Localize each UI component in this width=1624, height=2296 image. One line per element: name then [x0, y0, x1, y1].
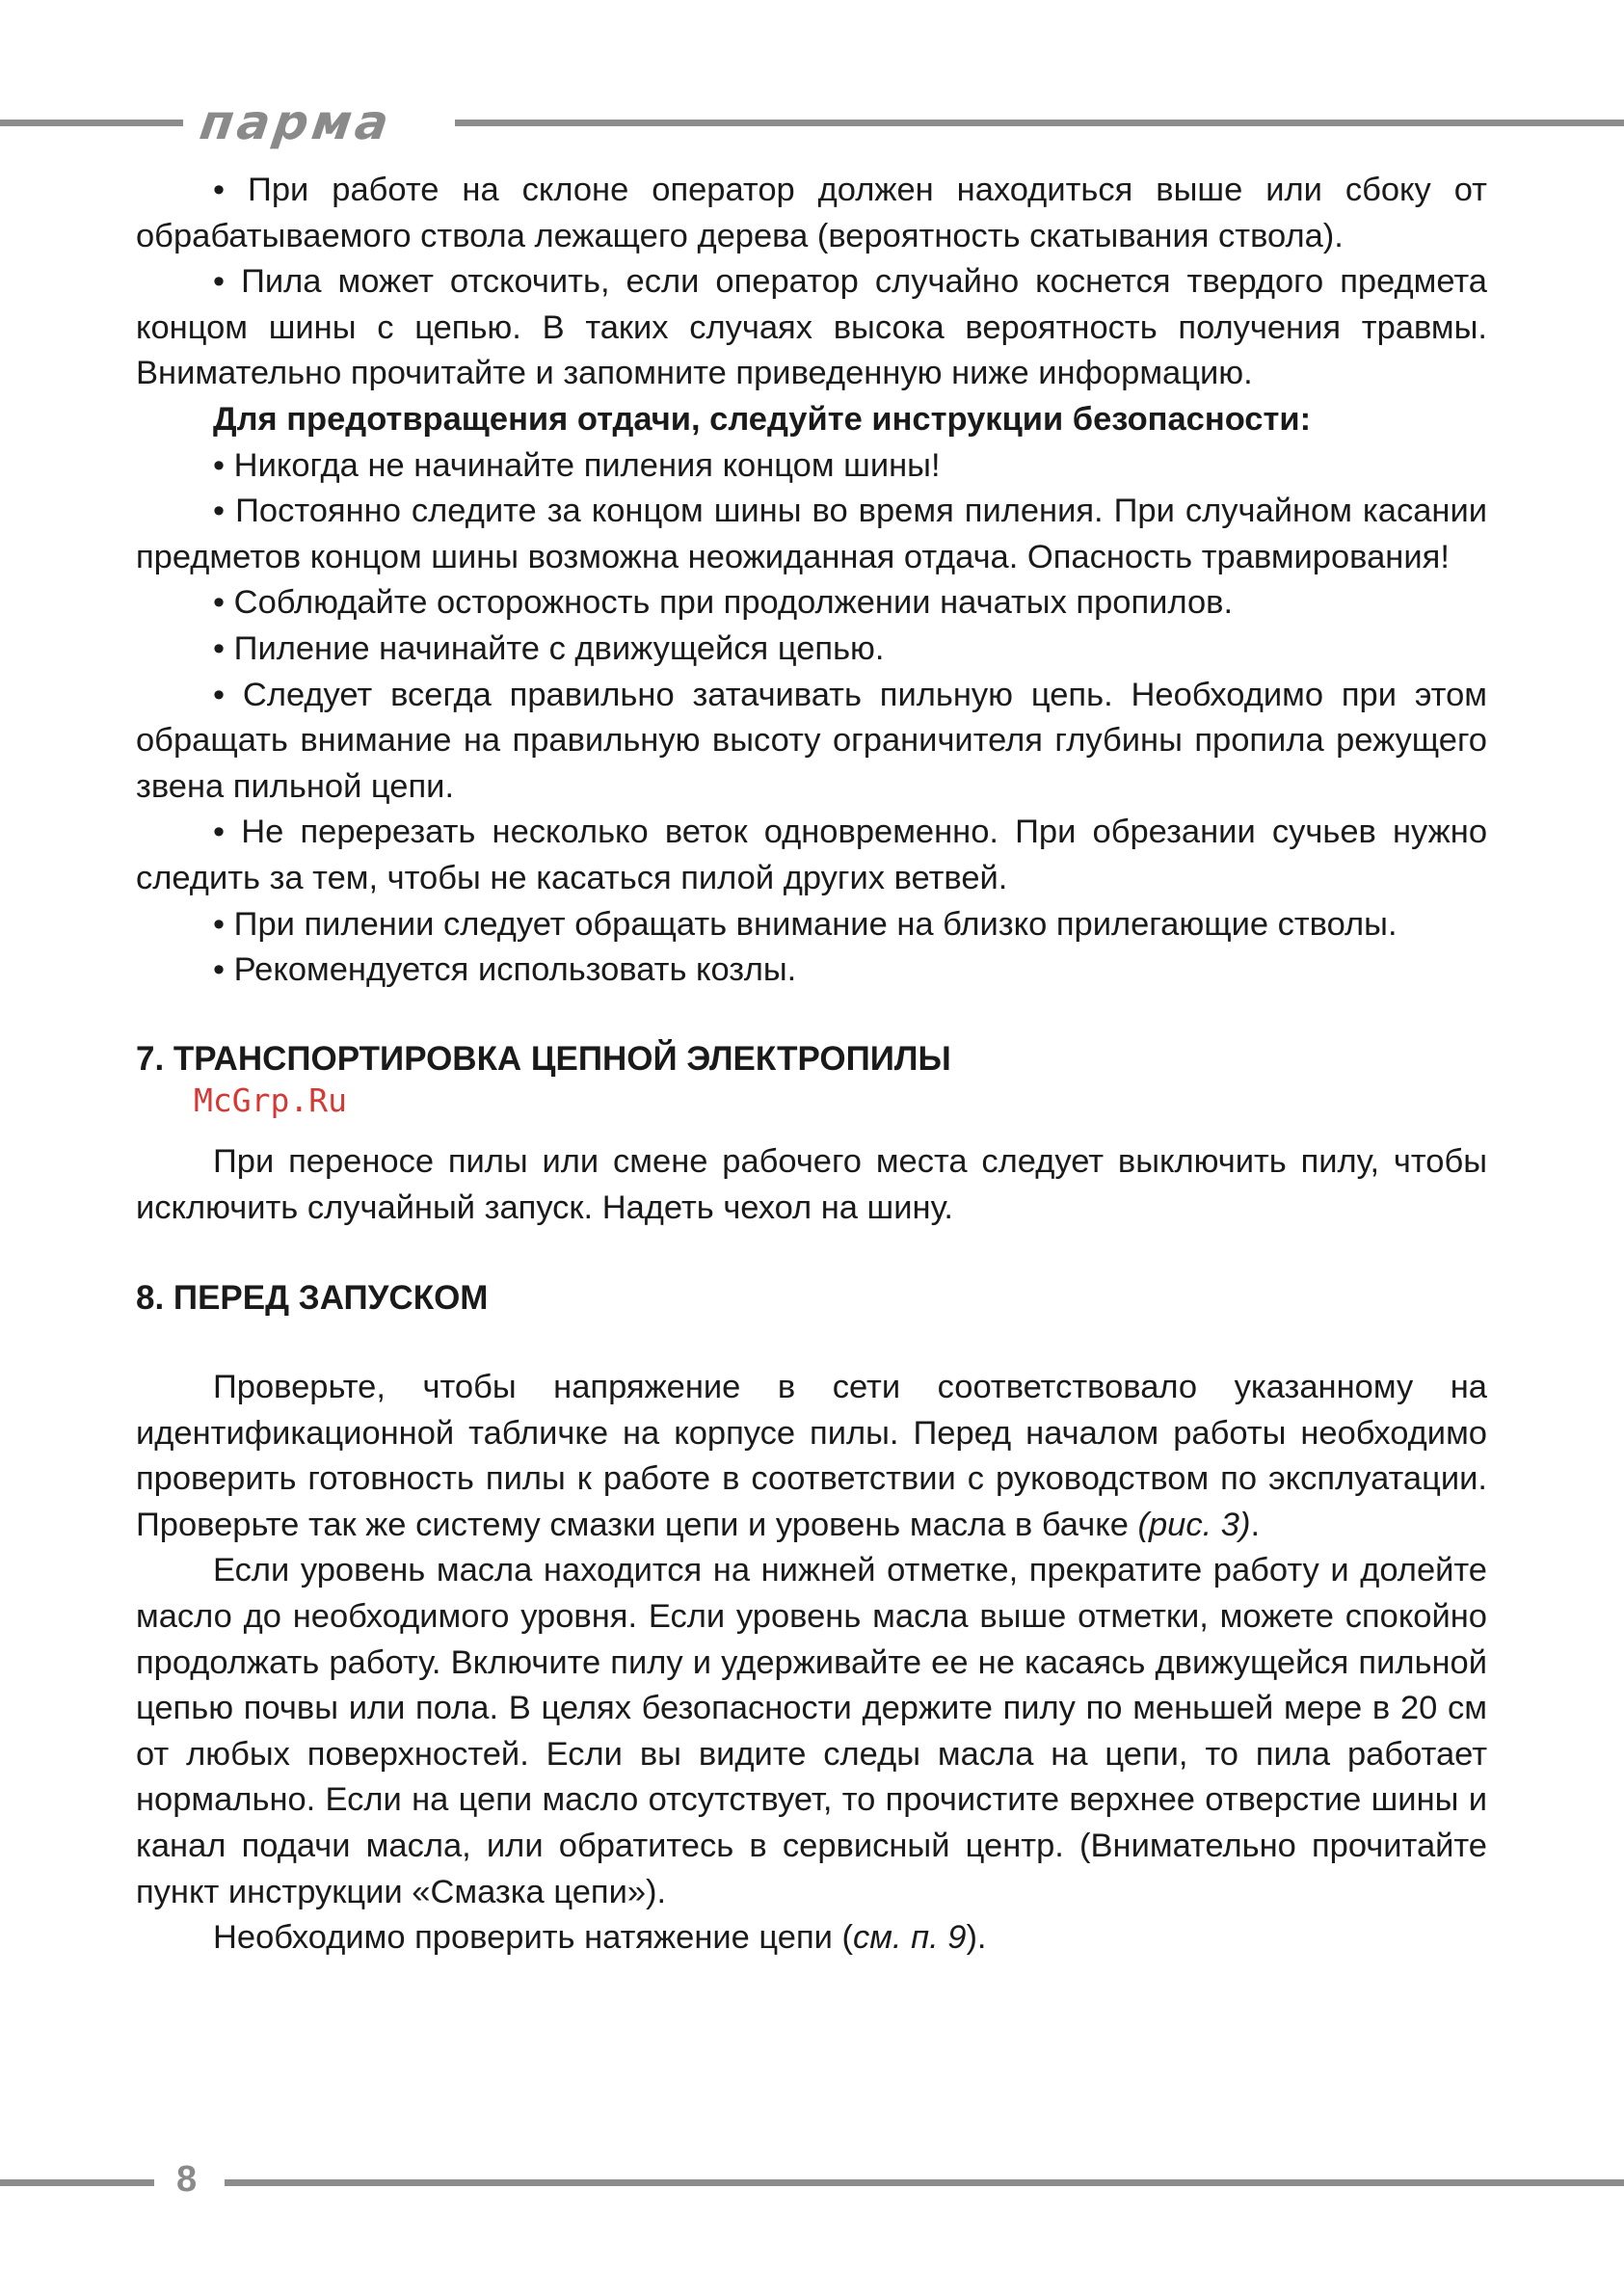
paragraph: Если уровень масла находится на нижней отметке, прекратите работу и долейте масло до необходимого уровня. Если уровень масла выше отметки, можете спокойно продолжать работу. Включите пилу и удерживайте ее не касаясь движущейся пильной цепью почвы или пола. В целях безопасности держите пилу по меньшей мере в 20 см от любых поверхностей. Если вы видите следы масла на цепи, то пила работает нормально. Если на цепи масло отсутствует, то прочистите верхнее отверстие шины и канал подачи масла, или обратитесь в сервисный центр. (Внимательно прочитайте пункт инструкции «Смазка цепи»). [136, 1552, 1487, 1910]
paragraph: • При работе на склоне оператор должен находиться выше или сбоку от обрабатываемого ствола лежащего дерева (вероятность скатывания ствола). [136, 172, 1487, 254]
list-item: • Рекомендуется использовать козлы. [213, 951, 797, 989]
paragraph-text: Проверьте, чтобы напряжение в сети соответствовало указанному на идентификационной табличке на корпусе пилы. Перед началом работы необходимо проверить готовность пилы к работе в соответствии с руководством по эксплуатации. Проверьте так же систему смазки цепи и уровень масла в бачке [136, 1369, 1487, 1543]
kickback-safety-title: Для предотвращения отдачи, следуйте инструкции безопасности: [213, 400, 1312, 438]
list-item: • Следует всегда правильно затачивать пильную цепь. Необходимо при этом обращать внимание на правильную высоту ограничителя глубины пропила режущего звена пильной цепи. [136, 676, 1487, 805]
header-rule-left [0, 120, 183, 126]
list-item: • Постоянно следите за концом шины во время пиления. При случайном касании предметов концом шины возможна неожиданная отдача. Опасность травмирования! [136, 493, 1487, 575]
section-heading-before-start: 8. ПЕРЕД ЗАПУСКОМ [136, 1279, 489, 1318]
paragraph-end: ). [966, 1919, 987, 1957]
footer-rule-right [225, 2179, 1624, 2186]
footer-rule-left [0, 2179, 154, 2186]
figure-reference: (рис. 3) [1137, 1506, 1251, 1543]
list-item: • Не перерезать несколько веток одновременно. При обрезании сучьев нужно следить за тем, чтобы не касаться пилой других ветвей. [136, 814, 1487, 896]
paragraph: • Пила может отскочить, если оператор случайно коснется твердого предмета концом шины с цепью. В таких случаях высока вероятность получения травмы. Внимательно прочитайте и запомните приведенную ниже информацию. [136, 263, 1487, 392]
page-number: 8 [176, 2159, 198, 2200]
list-item: • Пиление начинайте с движущейся цепью. [213, 629, 885, 667]
paragraph: При переносе пилы или смене рабочего места следует выключить пилу, чтобы исключить случайный запуск. Надеть чехол на шину. [136, 1143, 1487, 1226]
paragraph [136, 1365, 1487, 1548]
section-heading-transport: 7. ТРАНСПОРТИРОВКА ЦЕПНОЙ ЭЛЕКТРОПИЛЫ [136, 1039, 951, 1078]
page-content [136, 168, 1487, 1962]
list-item: • При пилении следует обращать внимание на близко прилегающие стволы. [213, 905, 1398, 943]
section-reference: см. п. 9 [853, 1919, 967, 1957]
header-rule-right [455, 120, 1624, 126]
list-item: • Соблюдайте осторожность при продолжении начатых пропилов. [213, 584, 1234, 622]
paragraph-end: . [1250, 1506, 1261, 1543]
list-item: • Никогда не начинайте пиления концом шины! [213, 446, 941, 484]
paragraph [136, 1915, 1487, 1962]
watermark: McGrp.Ru [194, 1081, 347, 1120]
paragraph-text: Необходимо проверить натяжение цепи ( [213, 1919, 854, 1957]
brand-logo: парма [196, 94, 396, 150]
